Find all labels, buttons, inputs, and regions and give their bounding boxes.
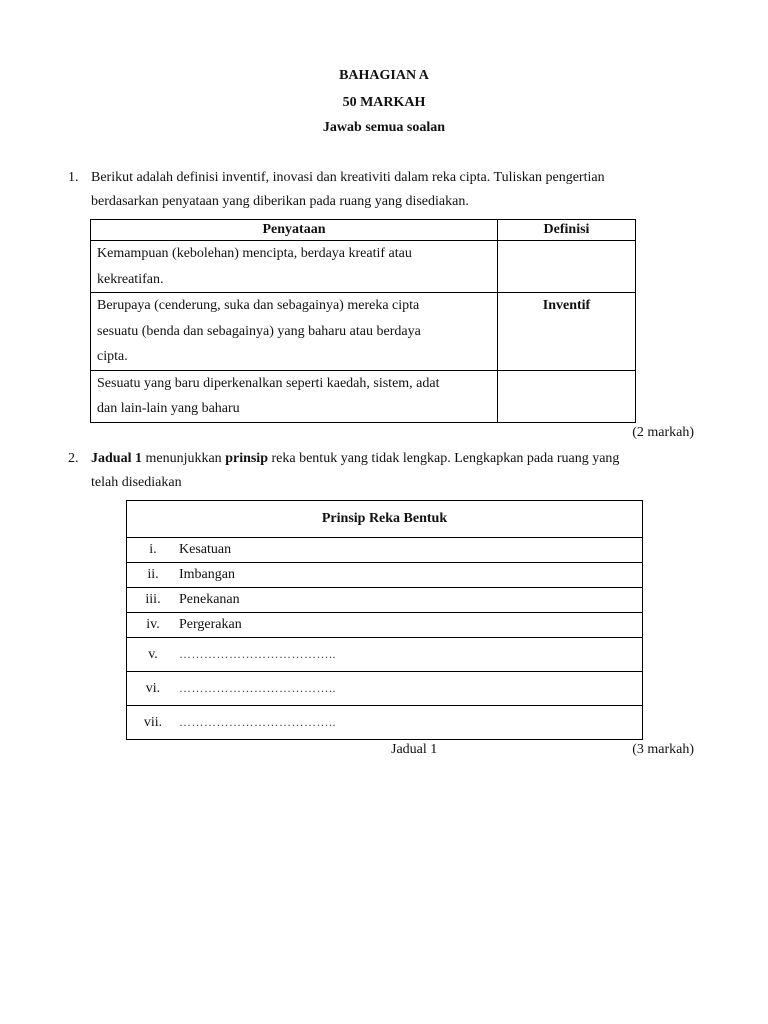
principle-keyword: prinsip [225,451,268,466]
statement-line: kekreatifan. [97,271,164,287]
table-row [91,241,636,293]
table-row [127,538,643,563]
design-principles-table [126,500,643,740]
table-row [127,563,643,588]
table-row [127,706,643,740]
section-title: BAHAGIAN A [339,68,429,83]
statement-line: Berupaya (cenderung, suka dan sebagainya) mereka cipta [97,298,420,313]
question-2-number: 2. [68,451,79,466]
statement-cell [91,370,498,422]
row-number: iii. [127,588,180,613]
row-number: i. [127,538,180,563]
question-1-marks: (2 markah) [632,425,694,440]
definition-answer-cell[interactable] [498,241,636,293]
table-row [127,672,643,706]
row-number: ii. [127,563,180,588]
question-1-line-2: berdasarkan penyataan yang diberikan pada ruang yang disediakan. [91,194,469,209]
statement-line: Sesuatu yang baru diperkenalkan seperti kaedah, sistem, adat [97,375,440,391]
table-row [127,588,643,613]
question-2-text: reka bentuk yang tidak lengkap. Lengkapkan pada ruang yang [268,451,620,466]
question-2-text: menunjukkan [141,451,226,466]
table-caption: Jadual 1 [391,742,438,757]
definition-answer-cell: Inventif [498,293,636,371]
row-number: vii. [127,706,180,740]
answer-blank[interactable]: ……………………………….. [179,638,643,672]
instruction: Jawab semua soalan [322,120,446,135]
table-row [91,370,636,422]
definition-answer-cell[interactable] [498,370,636,422]
table-row [91,293,636,371]
row-number: iv. [127,613,180,638]
table-row [127,638,643,672]
question-2-line-1 [91,451,619,467]
total-marks: 50 MARKAH [342,95,426,110]
answer-blank[interactable]: ……………………………….. [179,706,643,740]
table-reference: Jadual 1 [91,451,142,466]
table-row [127,613,643,638]
row-number: v. [127,638,180,672]
principle-name: Imbangan [179,563,643,588]
definition-table [90,219,636,423]
question-1-number: 1. [68,170,79,185]
question-1-line-1: Berikut adalah definisi inventif, inovasi dan kreativiti dalam reka cipta. Tuliskan pengertian [91,170,605,185]
principle-name: Pergerakan [179,613,643,638]
statement-cell [91,241,498,293]
statement-line: cipta. [97,349,128,364]
definition-column-header: Definisi [498,220,636,241]
question-2-line-2: telah disediakan [91,475,182,490]
statement-line: Kemampuan (kebolehan) mencipta, berdaya kreatif atau [97,246,412,261]
question-2-marks: (3 markah) [632,742,694,757]
row-number: vi. [127,672,180,706]
principle-name: Penekanan [179,588,643,613]
statement-column-header: Penyataan [91,220,498,241]
design-principles-title: Prinsip Reka Bentuk [127,501,643,538]
answer-blank[interactable]: ……………………………….. [179,672,643,706]
statement-line: sesuatu (benda dan sebagainya) yang baharu atau berdaya [97,323,421,339]
statement-line: dan lain-lain yang baharu [97,401,240,416]
statement-cell [91,293,498,371]
principle-name: Kesatuan [179,538,643,563]
